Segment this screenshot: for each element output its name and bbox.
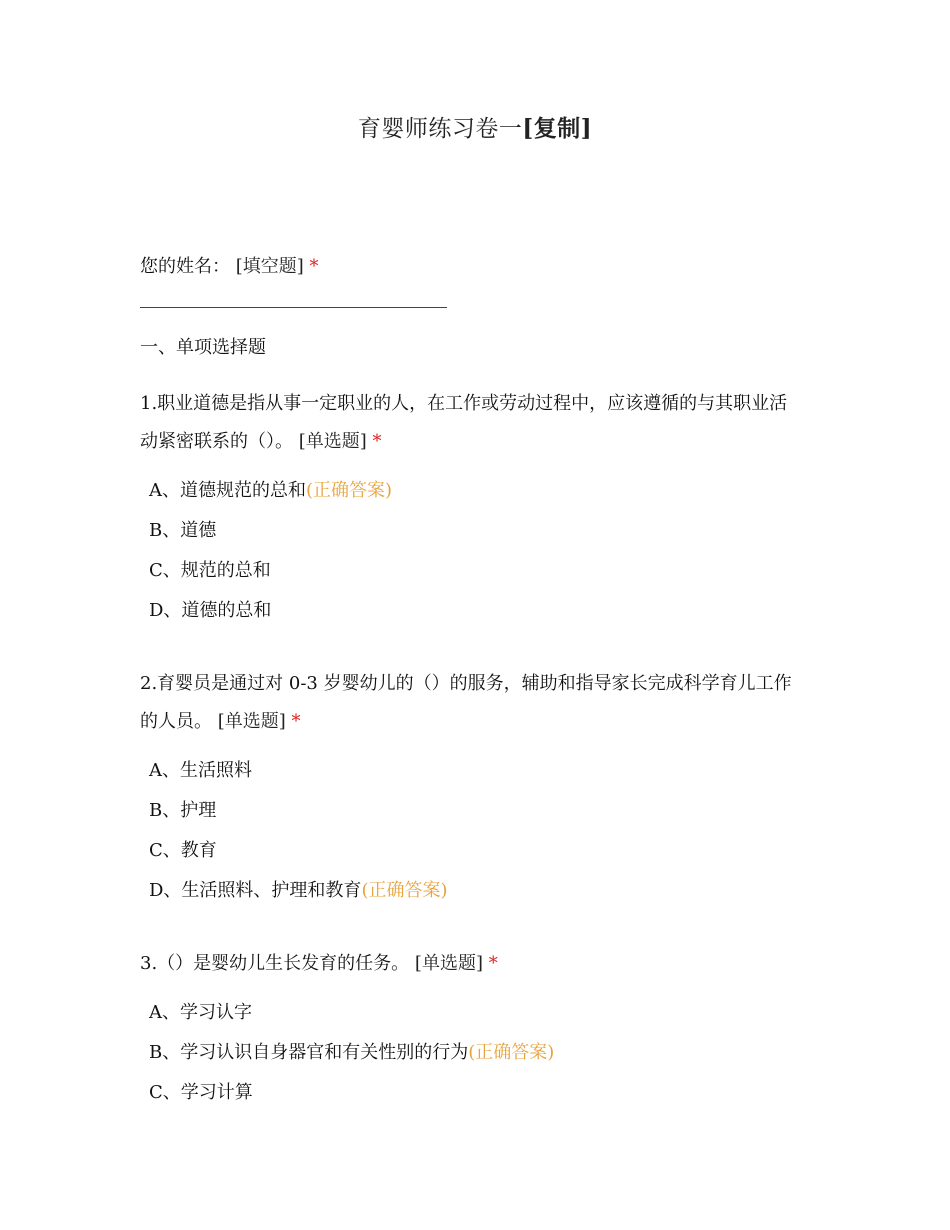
correct-answer-label: (正确答案) xyxy=(468,1042,555,1063)
correct-answer-label: (正确答案) xyxy=(361,880,448,901)
q3-option-a[interactable]: A、学习认字 xyxy=(149,1002,252,1023)
q1-option-a[interactable]: A、道德规范的总和(正确答案) xyxy=(149,480,393,501)
title-text: 育婴师练习卷一 xyxy=(357,116,523,142)
name-question-label: 您的姓名： xyxy=(140,256,230,277)
required-mark: * xyxy=(291,711,301,732)
name-answer-line[interactable] xyxy=(140,307,447,308)
correct-answer-label: (正确答案) xyxy=(306,480,393,501)
question-1 xyxy=(140,385,820,461)
q3-option-b[interactable]: B、学习认识自身器官和有关性别的行为(正确答案) xyxy=(149,1042,555,1063)
question-3 xyxy=(140,945,820,983)
question-3-line-1: 3.（）是婴幼儿生长发育的任务。 [单选题] * xyxy=(140,953,498,974)
section-heading: 一、单项选择题 xyxy=(140,337,266,358)
required-mark: * xyxy=(372,431,382,452)
name-question xyxy=(140,252,820,278)
q1-option-b[interactable]: B、道德 xyxy=(149,520,217,541)
page-title xyxy=(0,110,950,143)
question-1-line-1: 1.职业道德是指从事一定职业的人，在工作或劳动过程中，应该遵循的与其职业活 xyxy=(140,393,788,414)
question-2-line-1: 2.育婴员是通过对 0-3 岁婴幼儿的（）的服务，辅助和指导家长完成科学育儿工作 xyxy=(140,673,792,694)
q1-option-d[interactable]: D、道德的总和 xyxy=(149,600,272,621)
q2-option-c[interactable]: C、教育 xyxy=(149,840,217,861)
q3-option-c[interactable]: C、学习计算 xyxy=(149,1082,253,1103)
question-2-line-2: 的人员。 [单选题] * xyxy=(140,711,301,732)
question-type-tag: [单选题] xyxy=(217,711,286,732)
q2-option-b[interactable]: B、护理 xyxy=(149,800,217,821)
q2-option-a[interactable]: A、生活照料 xyxy=(149,760,252,781)
title-copy-tag: [复制] xyxy=(522,115,593,142)
question-1-line-2: 动紧密联系的（）。 [单选题] * xyxy=(140,431,382,452)
required-mark: * xyxy=(309,256,319,277)
question-2 xyxy=(140,665,820,741)
q2-option-d[interactable]: D、生活照料、护理和教育(正确答案) xyxy=(149,880,448,901)
question-type-tag: [单选题] xyxy=(298,431,367,452)
q1-option-c[interactable]: C、规范的总和 xyxy=(149,560,271,581)
required-mark: * xyxy=(488,953,498,974)
question-type-tag: [单选题] xyxy=(414,953,483,974)
question-type-tag: [填空题] xyxy=(235,256,304,277)
